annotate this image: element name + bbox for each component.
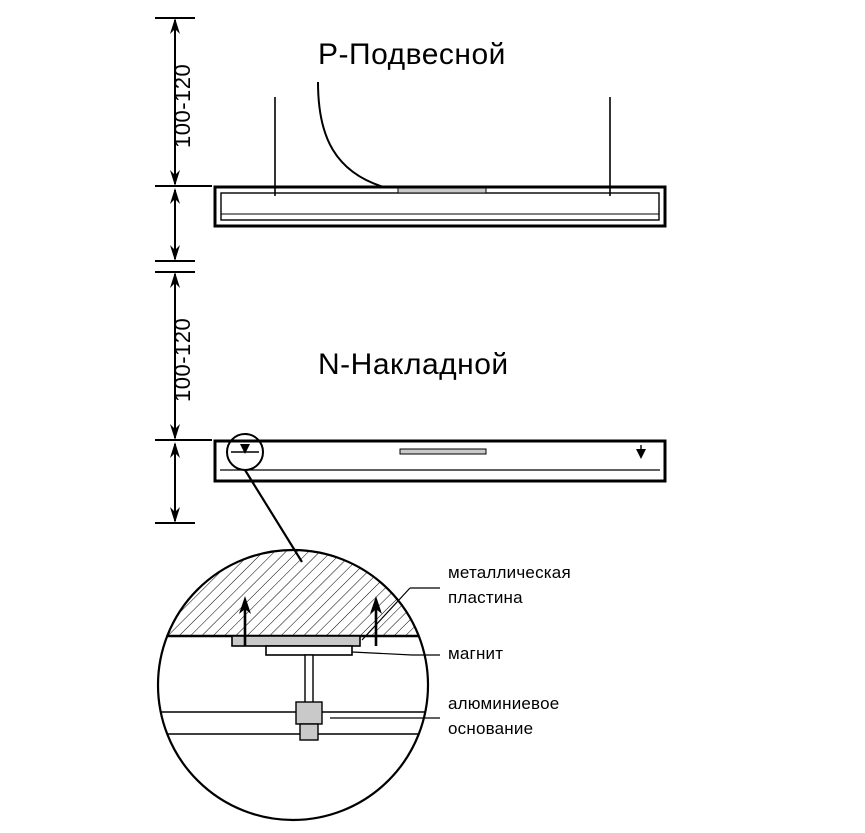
view-title-pendant: P-Подвесной <box>318 38 506 71</box>
view-surface <box>155 272 665 562</box>
dimension-label-pendant: 100-120 <box>170 63 195 148</box>
callout-magnet: магнит <box>448 644 504 663</box>
callout-metal-plate-line2: пластина <box>448 588 523 607</box>
metal-plate-shape <box>232 636 360 646</box>
callout-aluminium-base-line2: основание <box>448 719 534 738</box>
aluminium-base-shape <box>296 702 322 724</box>
callout-aluminium-base-line1: алюминиевое <box>448 694 560 713</box>
luminaire-body-surface <box>215 441 665 481</box>
dimension-label-surface: 100-120 <box>170 317 195 402</box>
detail-enlargement <box>150 548 440 820</box>
magnet-shape <box>266 646 352 655</box>
leader-line-pendant <box>318 82 400 191</box>
callout-metal-plate-line1: металлическая <box>448 563 571 582</box>
detail-leader-line <box>245 470 302 562</box>
luminaire-body-pendant <box>215 187 665 226</box>
stem-shape <box>305 655 313 705</box>
view-title-surface: N-Накладной <box>318 348 509 381</box>
suspension-wires <box>275 97 610 190</box>
